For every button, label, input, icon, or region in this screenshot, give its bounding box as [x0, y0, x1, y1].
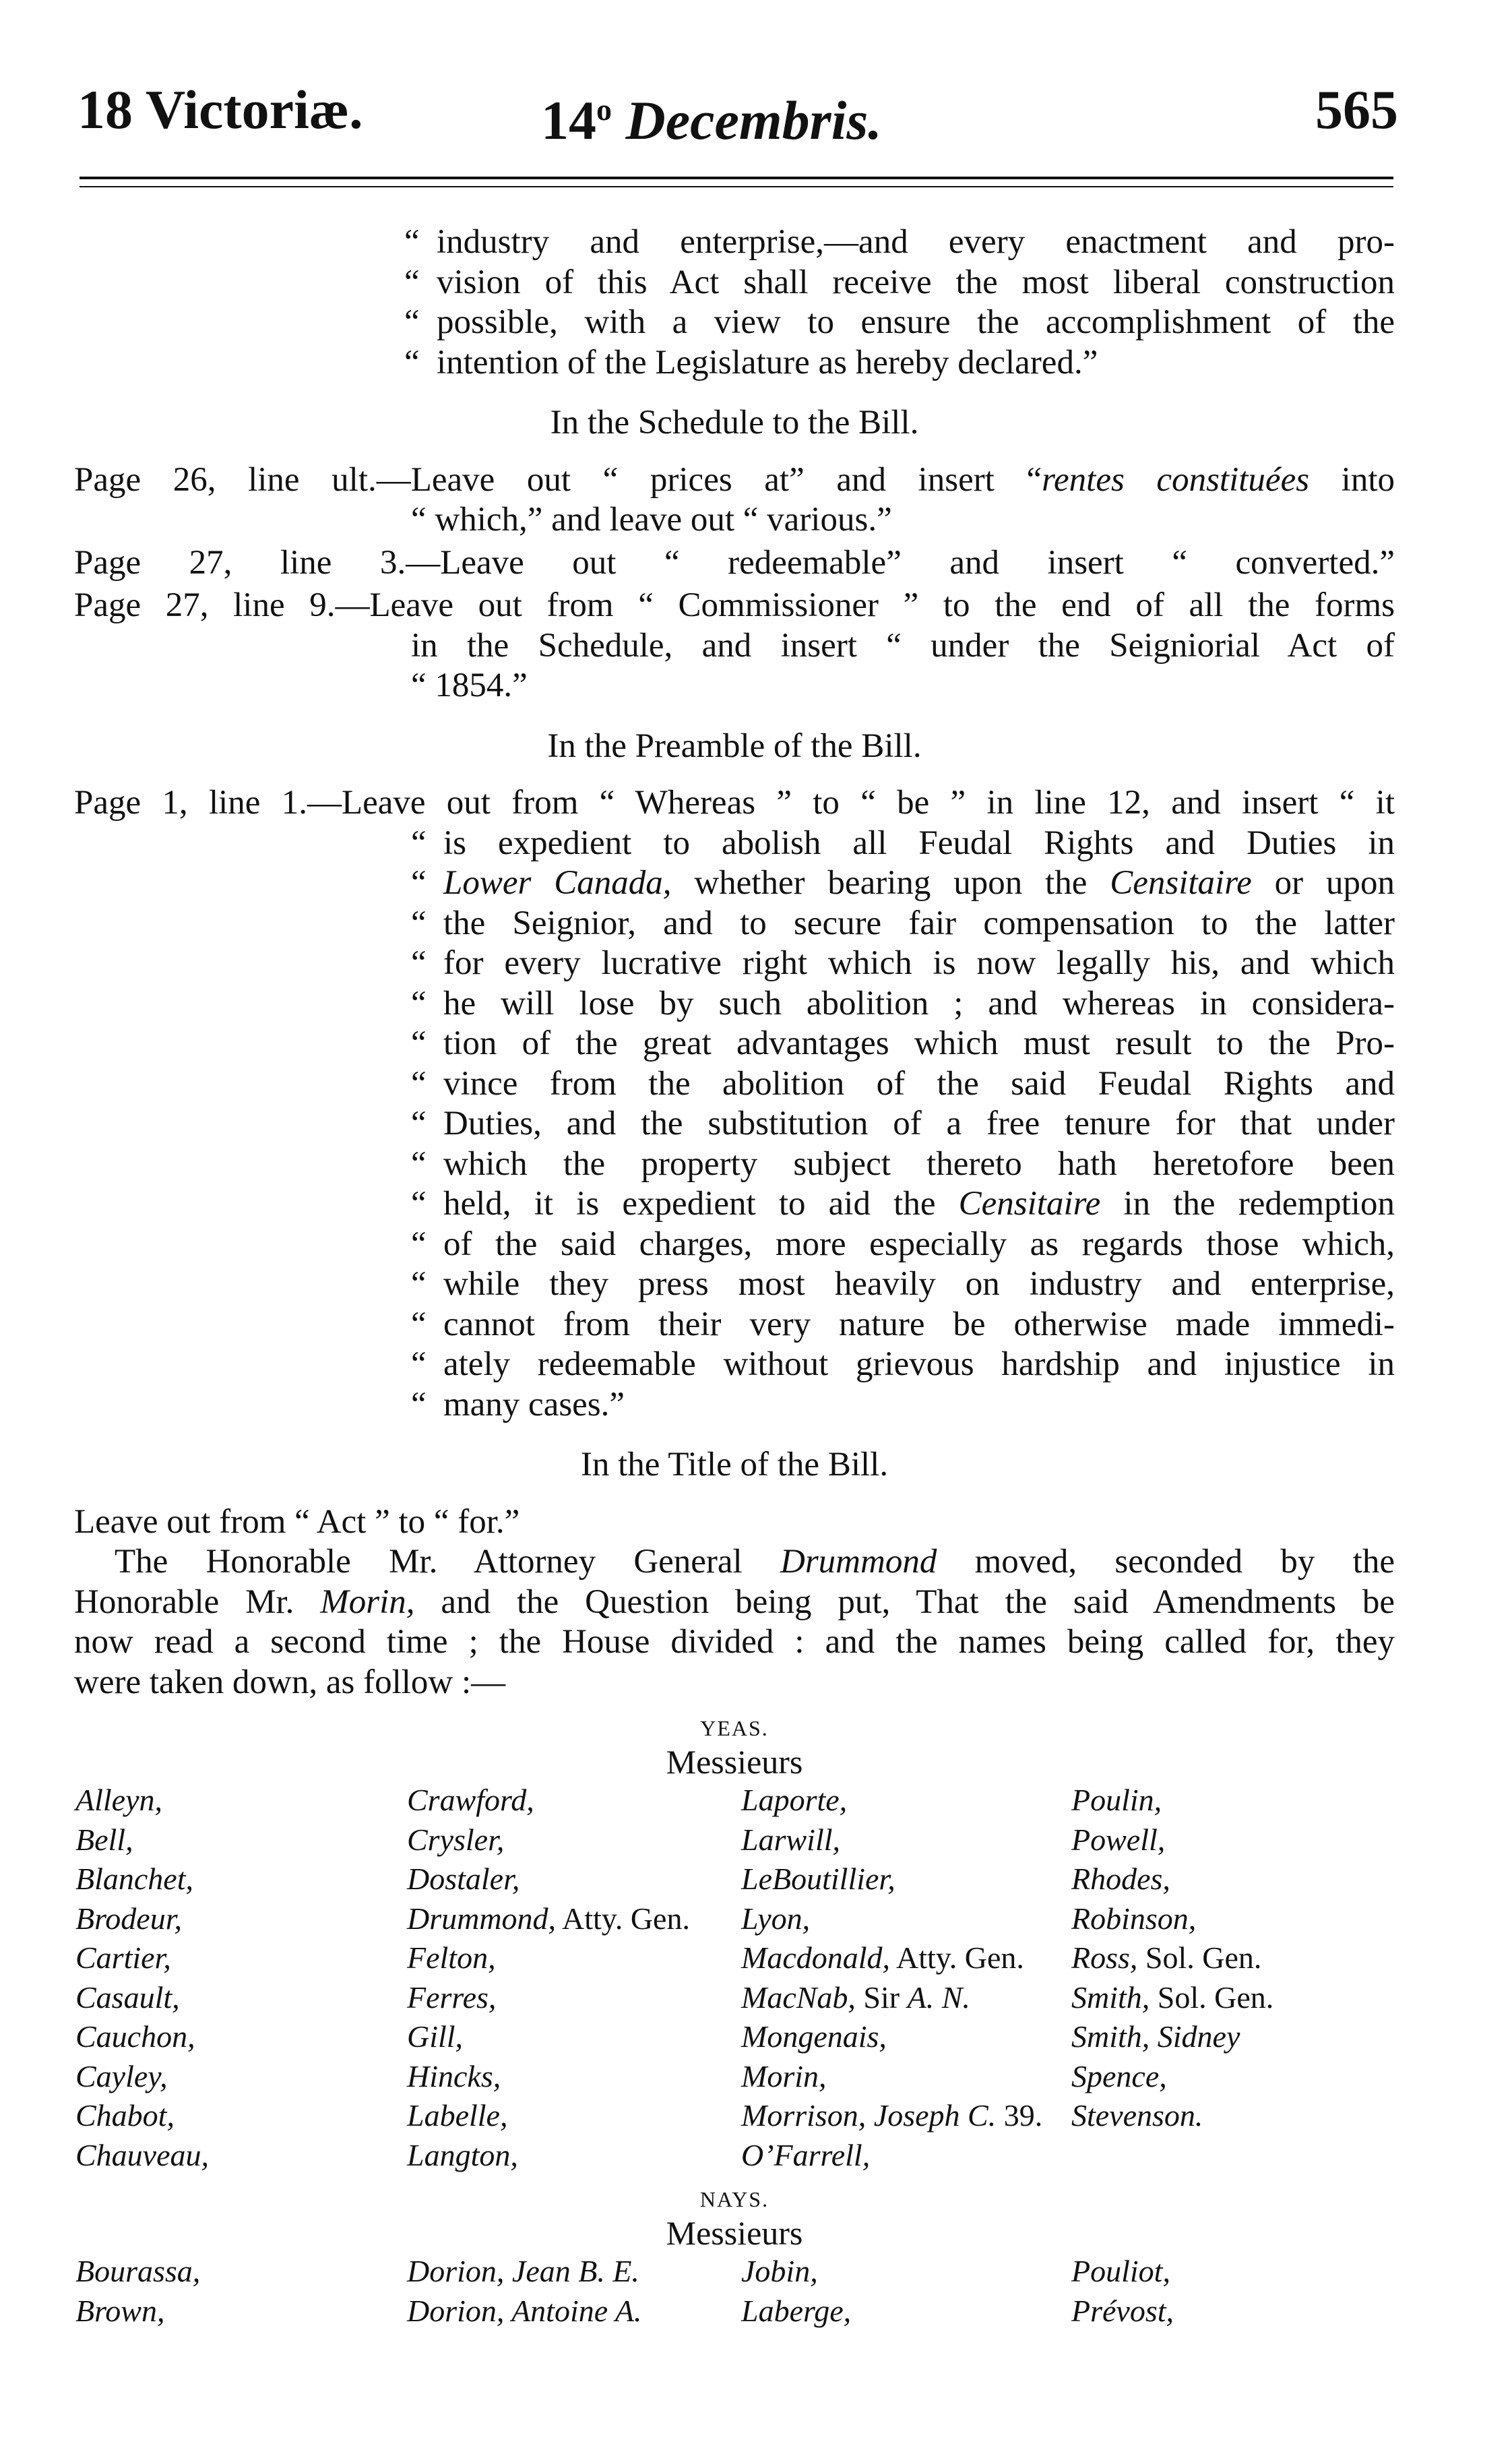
opening-quote: [404, 222, 1395, 383]
member-name: Mongenais,: [741, 2019, 887, 2054]
member-name: Ross, Sol. Gen.: [1071, 1940, 1262, 1975]
nays-column-3: [741, 2252, 851, 2331]
member-name: Macdonald, Atty. Gen.: [741, 1940, 1024, 1975]
member-name: Smith, Sol. Gen.: [1071, 1980, 1274, 2015]
header-rule-thick: [80, 177, 1393, 179]
nays-column-1: [75, 2252, 200, 2331]
preamble-heading: In the Preamble of the Bill.: [547, 727, 922, 765]
member-name: Langton,: [407, 2137, 518, 2172]
member-name: Dorion, Jean B. E.: [407, 2254, 639, 2288]
member-name: Rhodes,: [1071, 1862, 1170, 1896]
member-name: Chauveau,: [75, 2137, 210, 2172]
member-name: Casault,: [75, 1980, 180, 2015]
motion-paragraph: The Honorable Mr. Attorney General Drummond moved, seconded by the Honorable Mr. Morin, and the Question being put, That the said Amendments be now read a second time ; the House divided : and the names being called for, they were taken down, as follow :—: [74, 1543, 1395, 1701]
member-name: Cayley,: [75, 2058, 168, 2093]
member-name: Laberge,: [741, 2293, 852, 2328]
quote-line: “ possible, with a view to ensure the accomplishment of the: [404, 303, 1395, 341]
member-name: Cartier,: [75, 1940, 171, 1975]
member-name: Smith, Sidney: [1071, 2019, 1240, 2054]
member-name: Drummond, Atty. Gen.: [407, 1901, 690, 1936]
member-name: Larwill,: [741, 1822, 841, 1857]
title-amendment: Leave out from “ Act ” to “ for.”: [74, 1502, 520, 1541]
member-name: Morrison, Joseph C. 39.: [741, 2098, 1043, 2133]
member-name: Dostaler,: [407, 1862, 520, 1896]
yeas-column-1: [75, 1781, 209, 2175]
member-name: Gill,: [407, 2019, 464, 2054]
nays-messieurs: Messieurs: [666, 2214, 803, 2252]
member-name: Robinson,: [1071, 1901, 1197, 1936]
nays-list: [74, 2252, 1395, 2333]
header-regnal-year: 18 Victoriæ.: [77, 79, 363, 140]
member-name: Jobin,: [741, 2254, 818, 2288]
member-name: Morin,: [741, 2058, 827, 2093]
member-name: Chabot,: [75, 2098, 175, 2133]
member-name: LeBoutillier,: [741, 1862, 895, 1896]
yeas-column-3: [741, 1781, 1042, 2175]
member-name: Poulin,: [1071, 1783, 1162, 1817]
schedule-heading: In the Schedule to the Bill.: [550, 404, 919, 441]
member-name: Prévost,: [1071, 2293, 1174, 2328]
quote-line: “ industry and enterprise,—and every enactment and pro-: [404, 223, 1395, 261]
header-month: Decembris.: [625, 90, 882, 151]
member-name: Ferres,: [407, 1980, 497, 2015]
yeas-column-4: [1071, 1781, 1273, 2136]
page-number: 565: [1315, 79, 1398, 140]
yeas-messieurs: Messieurs: [666, 1743, 803, 1781]
member-name: Stevenson.: [1071, 2098, 1203, 2133]
member-name: MacNab, Sir A. N.: [741, 1980, 970, 2015]
nays-column-4: [1071, 2252, 1174, 2331]
schedule-entry: Page 27, line 9.—Leave out from “ Commissioner ” to the end of all the forms in the Schedule, and insert “ under the Seigniorial Act of “ 1854.”: [74, 586, 1395, 704]
header-day: 14: [541, 90, 596, 151]
member-name: Dorion, Antoine A.: [407, 2293, 642, 2328]
title-heading: In the Title of the Bill.: [580, 1446, 889, 1483]
header-rule-thin: [80, 186, 1393, 187]
quote-line: “ vision of this Act shall receive the most liberal construction: [404, 263, 1395, 301]
schedule-entry: Page 26, line ult.—Leave out “ prices at” and insert “rentes constituées into “ which,” and leave out “ various.”: [74, 460, 1395, 539]
schedule-entry: Page 27, line 3.—Leave out “ redeemable” and insert “ converted.”: [74, 543, 1395, 582]
nays-heading: NAYS.: [699, 2187, 769, 2211]
member-name: Brown,: [75, 2293, 165, 2328]
member-name: Labelle,: [407, 2098, 508, 2133]
nays-column-2: [407, 2252, 641, 2331]
member-name: Felton,: [407, 1940, 496, 1975]
member-name: O’Farrell,: [741, 2137, 871, 2172]
quote-line: “ intention of the Legislature as hereby declared.”: [404, 343, 1098, 381]
member-name: Powell,: [1071, 1822, 1166, 1857]
member-name: Crysler,: [407, 1822, 505, 1857]
page-body: [74, 222, 1395, 2333]
yeas-list: [74, 1781, 1395, 2182]
member-name: Alleyn,: [75, 1783, 162, 1817]
yeas-column-2: [407, 1781, 690, 2175]
member-name: Laporte,: [741, 1783, 848, 1817]
member-name: Lyon,: [741, 1901, 811, 1936]
member-name: Blanchet,: [75, 1862, 193, 1896]
member-name: Pouliot,: [1071, 2254, 1170, 2288]
member-name: Brodeur,: [75, 1901, 183, 1936]
header-date: [541, 73, 882, 158]
preamble-entry: Page 1, line 1.—Leave out from “ Whereas ” to “ be ” in line 12, and insert “ it “ is expedient to abolish all Feudal Rights and Duties in “ Lower Canada, whether bearing upon the Censitaire or upon “ the Seignior, and to secure fair compensation to the latter “ for every lucrative right which is now legally his, and which “ he will lose by such abolition ; and whereas in considera- “ tion of the great advantages which must result to the Pro- “ vince from the abolition of the said Feudal Rights and “ Duties, and the substitution of a free tenure for that under “ which the property subject thereto hath heretofore been “ held, it is expedient to aid the Censitaire in the redemption “ of the said charges, more especially as regards those which, “ while they press most heavily on industry and enterprise, “ cannot from their very nature be otherwise made immedi- “ ately redeemable without grievous hardship and injustice in “ many cases.”: [74, 784, 1395, 1423]
member-name: Crawford,: [407, 1783, 534, 1817]
page-header: [77, 73, 1398, 151]
header-day-suffix: o: [596, 92, 612, 127]
member-name: Bourassa,: [75, 2254, 201, 2288]
member-name: Hincks,: [407, 2058, 501, 2093]
member-name: Cauchon,: [75, 2019, 195, 2054]
member-name: Bell,: [75, 1822, 133, 1857]
member-name: Spence,: [1071, 2058, 1167, 2093]
yeas-heading: YEAS.: [700, 1716, 769, 1740]
